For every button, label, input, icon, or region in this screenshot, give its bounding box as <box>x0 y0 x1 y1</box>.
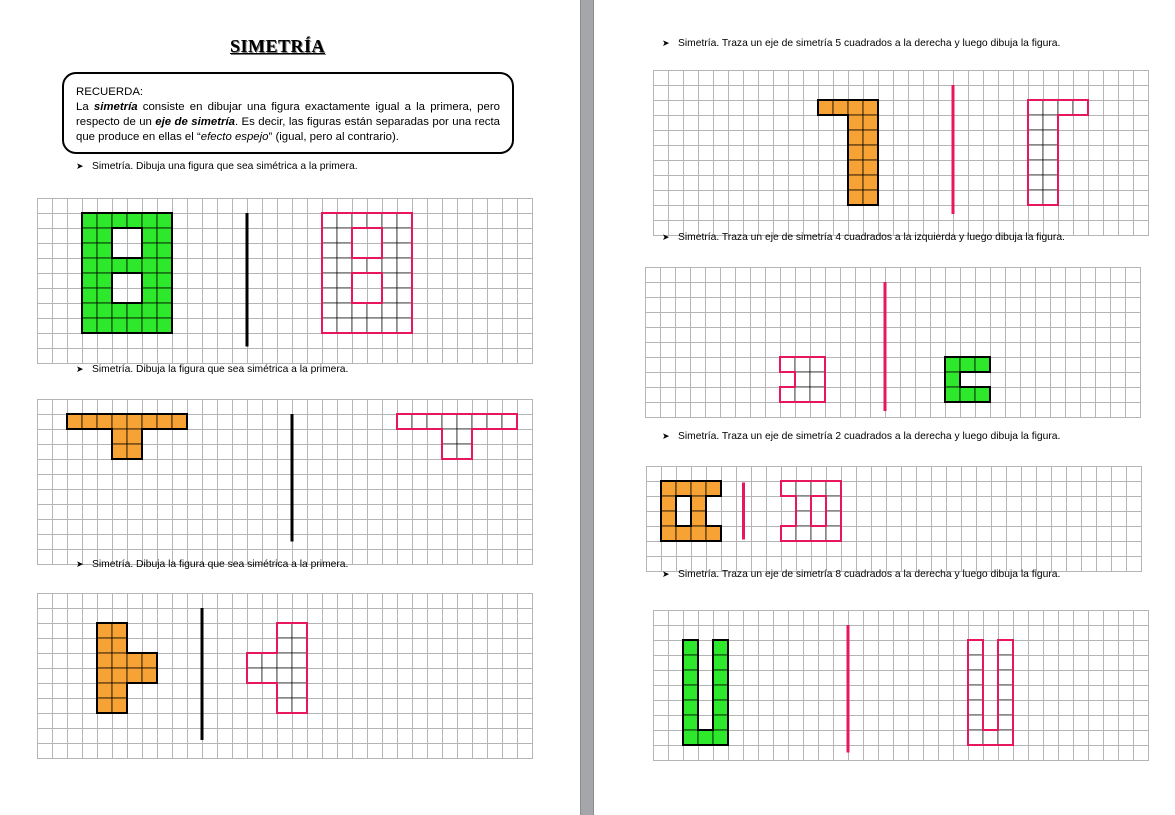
shape-cell <box>127 414 142 429</box>
grid-figures <box>37 399 533 565</box>
shape-cell <box>112 213 127 228</box>
answer-cell <box>1043 130 1058 145</box>
answer-cell <box>352 303 367 318</box>
shape-cell <box>975 387 990 402</box>
shape-cell <box>127 668 142 683</box>
shape-cell <box>863 175 878 190</box>
exercise-grid <box>653 610 1149 761</box>
answer-cell <box>781 481 796 496</box>
answer-cell <box>277 668 292 683</box>
answer-cell <box>382 228 397 243</box>
answer-cell <box>277 623 292 638</box>
answer-cell <box>277 683 292 698</box>
answer-cell <box>968 655 983 670</box>
answer-cell <box>442 429 457 444</box>
answer-cell <box>352 258 367 273</box>
shape-cell <box>683 730 698 745</box>
shape-cell <box>97 318 112 333</box>
answer-cell <box>337 318 352 333</box>
grid-figures <box>653 610 1149 761</box>
answer-cell <box>322 318 337 333</box>
shape-cell <box>172 414 187 429</box>
instruction-right-2: ➤ Simetría. Traza un eje de simetría 4 cuadrados a la izquierda y luego dibuja la figura. <box>662 232 1065 243</box>
answer-cell <box>998 655 1013 670</box>
answer-cell <box>367 258 382 273</box>
exercise-grid <box>645 267 1141 418</box>
shape-cell <box>706 481 721 496</box>
shape-cell <box>127 213 142 228</box>
answer-cell <box>472 414 487 429</box>
shape-cell <box>97 698 112 713</box>
answer-cell <box>397 288 412 303</box>
answer-cell <box>1058 100 1073 115</box>
shape-cell <box>97 623 112 638</box>
term-eje-de-simetria: eje de simetría <box>155 116 235 128</box>
answer-cell <box>796 481 811 496</box>
answer-cell <box>810 357 825 372</box>
answer-cell <box>292 623 307 638</box>
answer-cell <box>247 668 262 683</box>
answer-cell <box>397 273 412 288</box>
answer-cell <box>796 526 811 541</box>
answer-cell <box>1028 190 1043 205</box>
shape-cell <box>112 258 127 273</box>
shape-cell <box>127 303 142 318</box>
instruction-right-4: ➤ Simetría. Traza un eje de simetría 8 cuadrados a la derecha y luego dibuja la figura. <box>662 569 1061 580</box>
shape-cell <box>713 670 728 685</box>
shape-cell <box>142 414 157 429</box>
answer-cell <box>337 303 352 318</box>
answer-cell <box>998 670 1013 685</box>
answer-cell <box>1028 160 1043 175</box>
answer-cell <box>795 372 810 387</box>
shape-cell <box>691 526 706 541</box>
answer-cell <box>968 670 983 685</box>
grid-figures <box>645 267 1141 418</box>
answer-cell <box>457 444 472 459</box>
answer-cell <box>502 414 517 429</box>
answer-cell <box>397 318 412 333</box>
answer-cell <box>322 273 337 288</box>
answer-cell <box>795 387 810 402</box>
shape-cell <box>157 228 172 243</box>
answer-cell <box>367 318 382 333</box>
answer-cell <box>1028 175 1043 190</box>
answer-cell <box>811 526 826 541</box>
shape-cell <box>142 228 157 243</box>
answer-cell <box>810 372 825 387</box>
grid-figures <box>646 466 1142 572</box>
answer-cell <box>277 698 292 713</box>
recuerda-text: La simetría consiste en dibujar una figura exactamente igual a la primera, pero respecto de un eje de simetría. Es decir, las figuras están separadas por una recta que produce en ellas el “efecto espejo” (igual, pero al contrario). <box>76 101 500 143</box>
answer-cell <box>382 258 397 273</box>
shape-cell <box>82 258 97 273</box>
shape-cell <box>683 715 698 730</box>
grid-figures <box>37 593 533 759</box>
answer-cell <box>1028 100 1043 115</box>
answer-cell <box>780 387 795 402</box>
shape-cell <box>127 444 142 459</box>
shape-cell <box>97 638 112 653</box>
arrow-bullet-icon: ➤ <box>662 569 670 579</box>
answer-cell <box>322 288 337 303</box>
shape-cell <box>82 213 97 228</box>
shape-cell <box>127 318 142 333</box>
shape-cell <box>676 526 691 541</box>
answer-cell <box>337 258 352 273</box>
shape-cell <box>683 655 698 670</box>
shape-cell <box>833 100 848 115</box>
left-page <box>0 0 580 815</box>
answer-cell <box>442 444 457 459</box>
shape-cell <box>97 213 112 228</box>
answer-cell <box>367 213 382 228</box>
instruction-left-3: ➤ Simetría. Dibuja la figura que sea simétrica a la primera. <box>76 559 349 570</box>
answer-cell <box>457 414 472 429</box>
shape-cell <box>683 670 698 685</box>
shape-cell <box>157 303 172 318</box>
recuerda-box <box>62 72 514 154</box>
instruction-right-3: ➤ Simetría. Traza un eje de simetría 2 cuadrados a la derecha y luego dibuja la figura. <box>662 431 1061 442</box>
answer-cell <box>998 685 1013 700</box>
shape-cell <box>975 357 990 372</box>
term-efecto-espejo: efecto espejo <box>200 131 269 143</box>
shape-cell <box>848 175 863 190</box>
answer-cell <box>292 698 307 713</box>
instruction-left-1: ➤ Simetría. Dibuja una figura que sea simétrica a la primera. <box>76 161 358 172</box>
answer-cell <box>780 357 795 372</box>
arrow-bullet-icon: ➤ <box>76 364 84 374</box>
shape-cell <box>142 668 157 683</box>
answer-cell <box>367 303 382 318</box>
shape-cell <box>82 288 97 303</box>
shape-cell <box>848 100 863 115</box>
answer-cell <box>796 496 811 511</box>
shape-cell <box>97 228 112 243</box>
exercise-grid <box>37 198 533 364</box>
answer-cell <box>968 730 983 745</box>
shape-cell <box>683 640 698 655</box>
term-simetria: simetría <box>93 101 138 113</box>
shape-cell <box>691 496 706 511</box>
shape-cell <box>960 387 975 402</box>
answer-cell <box>442 414 457 429</box>
shape-cell <box>127 429 142 444</box>
shape-cell <box>97 653 112 668</box>
shape-cell <box>863 115 878 130</box>
answer-cell <box>811 481 826 496</box>
answer-cell <box>352 213 367 228</box>
shape-cell <box>848 130 863 145</box>
answer-cell <box>457 429 472 444</box>
shape-cell <box>82 318 97 333</box>
shape-cell <box>863 100 878 115</box>
shape-cell <box>157 318 172 333</box>
answer-cell <box>397 258 412 273</box>
answer-cell <box>397 213 412 228</box>
shape-cell <box>945 387 960 402</box>
shape-cell <box>691 481 706 496</box>
shape-cell <box>863 145 878 160</box>
answer-cell <box>322 303 337 318</box>
shape-cell <box>157 243 172 258</box>
shape-cell <box>142 318 157 333</box>
shape-cell <box>142 213 157 228</box>
shape-cell <box>127 258 142 273</box>
shape-cell <box>691 511 706 526</box>
answer-cell <box>1028 145 1043 160</box>
answer-cell <box>796 511 811 526</box>
shape-cell <box>713 685 728 700</box>
answer-cell <box>397 228 412 243</box>
answer-cell <box>262 668 277 683</box>
shape-cell <box>706 526 721 541</box>
shape-cell <box>661 481 676 496</box>
answer-cell <box>1043 160 1058 175</box>
shape-cell <box>848 115 863 130</box>
answer-cell <box>998 700 1013 715</box>
answer-cell <box>397 303 412 318</box>
answer-cell <box>998 730 1013 745</box>
shape-cell <box>713 715 728 730</box>
shape-cell <box>97 303 112 318</box>
answer-cell <box>795 357 810 372</box>
exercise-grid <box>646 466 1142 572</box>
shape-cell <box>97 668 112 683</box>
answer-cell <box>382 213 397 228</box>
shape-cell <box>157 213 172 228</box>
answer-cell <box>397 414 412 429</box>
shape-cell <box>848 160 863 175</box>
answer-cell <box>382 243 397 258</box>
shape-cell <box>683 685 698 700</box>
answer-cell <box>277 653 292 668</box>
instruction-left-2: ➤ Simetría. Dibuja la figura que sea simétrica a la primera. <box>76 364 349 375</box>
exercise-grid <box>37 399 533 565</box>
shape-cell <box>112 414 127 429</box>
answer-cell <box>968 640 983 655</box>
answer-cell <box>998 640 1013 655</box>
answer-cell <box>781 526 796 541</box>
arrow-bullet-icon: ➤ <box>76 559 84 569</box>
answer-cell <box>277 638 292 653</box>
shape-cell <box>97 288 112 303</box>
shape-cell <box>112 623 127 638</box>
answer-cell <box>352 318 367 333</box>
shape-cell <box>713 730 728 745</box>
shape-cell <box>863 130 878 145</box>
shape-cell <box>713 655 728 670</box>
answer-cell <box>968 700 983 715</box>
shape-cell <box>112 429 127 444</box>
answer-cell <box>322 243 337 258</box>
answer-cell <box>1043 115 1058 130</box>
answer-cell <box>337 288 352 303</box>
shape-cell <box>676 481 691 496</box>
exercise-grid <box>37 593 533 759</box>
instruction-right-1: ➤ Simetría. Traza un eje de simetría 5 cuadrados a la derecha y luego dibuja la figura. <box>662 38 1061 49</box>
shape-cell <box>848 190 863 205</box>
shape-cell <box>67 414 82 429</box>
answer-cell <box>337 213 352 228</box>
answer-cell <box>322 228 337 243</box>
shape-cell <box>127 653 142 668</box>
answer-cell <box>427 414 442 429</box>
shape-cell <box>945 357 960 372</box>
arrow-bullet-icon: ➤ <box>662 431 670 441</box>
answer-cell <box>487 414 502 429</box>
shape-cell <box>713 700 728 715</box>
answer-cell <box>998 715 1013 730</box>
answer-cell <box>1043 100 1058 115</box>
shape-cell <box>960 357 975 372</box>
shape-cell <box>142 273 157 288</box>
answer-cell <box>292 668 307 683</box>
shape-cell <box>82 243 97 258</box>
answer-cell <box>1043 190 1058 205</box>
answer-cell <box>1028 115 1043 130</box>
answer-cell <box>1073 100 1088 115</box>
answer-cell <box>262 653 277 668</box>
answer-cell <box>322 213 337 228</box>
arrow-bullet-icon: ➤ <box>662 232 670 242</box>
recuerda-heading: RECUERDA: <box>76 86 144 98</box>
answer-cell <box>826 481 841 496</box>
shape-cell <box>112 318 127 333</box>
answer-cell <box>1043 175 1058 190</box>
shape-cell <box>142 258 157 273</box>
shape-cell <box>683 700 698 715</box>
answer-cell <box>337 273 352 288</box>
answer-cell <box>983 730 998 745</box>
grid-figures <box>653 70 1149 236</box>
shape-cell <box>82 273 97 288</box>
shape-cell <box>97 258 112 273</box>
shape-cell <box>157 258 172 273</box>
shape-cell <box>142 288 157 303</box>
page-title: SIMETRÍA <box>230 36 326 56</box>
shape-cell <box>97 683 112 698</box>
shape-cell <box>82 303 97 318</box>
shape-cell <box>112 668 127 683</box>
shape-cell <box>97 243 112 258</box>
answer-cell <box>292 638 307 653</box>
answer-cell <box>826 496 841 511</box>
answer-cell <box>412 414 427 429</box>
shape-cell <box>97 414 112 429</box>
shape-cell <box>97 273 112 288</box>
page-separator <box>580 0 594 815</box>
answer-cell <box>382 288 397 303</box>
answer-cell <box>382 318 397 333</box>
shape-cell <box>661 511 676 526</box>
answer-cell <box>322 258 337 273</box>
arrow-bullet-icon: ➤ <box>76 161 84 171</box>
answer-cell <box>292 683 307 698</box>
shape-cell <box>848 145 863 160</box>
answer-cell <box>382 273 397 288</box>
shape-cell <box>661 526 676 541</box>
shape-cell <box>82 228 97 243</box>
shape-cell <box>142 303 157 318</box>
shape-cell <box>661 496 676 511</box>
answer-cell <box>1043 145 1058 160</box>
answer-cell <box>247 653 262 668</box>
shape-cell <box>818 100 833 115</box>
shape-cell <box>112 698 127 713</box>
answer-cell <box>826 511 841 526</box>
shape-cell <box>112 638 127 653</box>
shape-cell <box>82 414 97 429</box>
shape-cell <box>157 288 172 303</box>
shape-cell <box>713 640 728 655</box>
shape-cell <box>112 303 127 318</box>
grid-figures <box>37 198 533 364</box>
shape-cell <box>142 243 157 258</box>
answer-cell <box>337 243 352 258</box>
answer-cell <box>397 243 412 258</box>
answer-cell <box>968 685 983 700</box>
answer-cell <box>826 526 841 541</box>
answer-cell <box>1028 130 1043 145</box>
shape-cell <box>157 273 172 288</box>
exercise-grid <box>653 70 1149 236</box>
shape-cell <box>698 730 713 745</box>
shape-cell <box>945 372 960 387</box>
answer-cell <box>337 228 352 243</box>
shape-cell <box>157 414 172 429</box>
shape-cell <box>863 190 878 205</box>
shape-cell <box>863 160 878 175</box>
answer-cell <box>292 653 307 668</box>
answer-cell <box>382 303 397 318</box>
shape-cell <box>112 683 127 698</box>
answer-cell <box>810 387 825 402</box>
shape-cell <box>112 653 127 668</box>
arrow-bullet-icon: ➤ <box>662 38 670 48</box>
answer-cell <box>968 715 983 730</box>
right-page <box>594 0 1175 815</box>
shape-cell <box>112 444 127 459</box>
shape-cell <box>142 653 157 668</box>
